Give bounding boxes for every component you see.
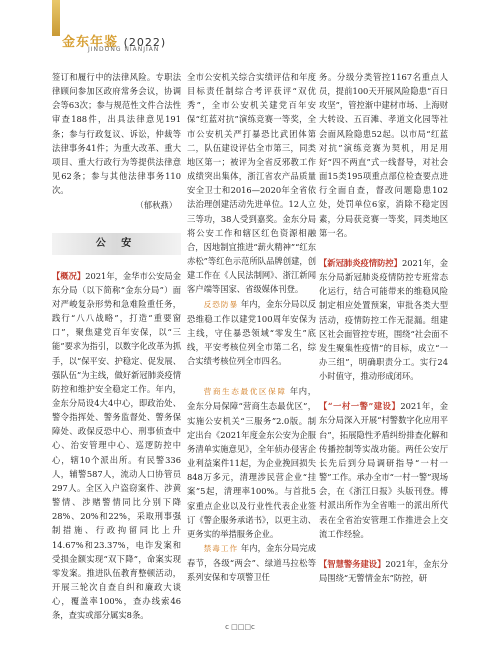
column-1 — [52, 70, 181, 622]
subheading: 禁毒工作 — [203, 544, 239, 553]
yearbook-pinyin: JINDONG NIANJIAN — [88, 46, 160, 53]
subheading: 营商生态最优区保障 — [203, 387, 287, 397]
paragraph-text: 2021年，金东分局新冠肺炎疫情防控专班常态化运行，结合可能带来的维稳风险制定相应处置预案，审批各类大型活动，疫情防控工作无混漏。组建区社会面管控专班，围绕“社会面不发生聚集性疫情”的目标，成立“一办三组”，明确职责分工。实行24小时值守，推动形成闭环。 — [319, 257, 448, 382]
paragraph — [319, 557, 448, 585]
spacer — [319, 240, 448, 256]
page-number: c □□□c — [225, 623, 255, 631]
paragraph-text: 2021年，金华市公安局金东分局（以下简称“金东分局”）面对严峻复杂形势和急难险重任务，践行“八八战略”，打造“重要窗口”，聚焦建党百年安保，以“三能”要求为指引，以数字化改革为抓手，以“保平安、护稳定、促发展、强队伍”为主线，做好新冠肺炎疫情防控和维护安全稳定工作。年内，金东分局设4大4中心，即政治处、警令指挥处、警务监督处、警务保障处、政保反恐中心、刑事侦查中心、治安管理中心、巡逻防控中心，辖10个派出所。有民警336人，辅警587人，流动人口协管员297人。全区入户盗窃案件、涉黄警情、涉赌警情同比分别下降28%、20%和22%，采取刑事强制措施、行政拘留同比上升14.67%和23.37%，电诈发案和受损金额实现“双下降”，命案实现零发案。推进队伍教育整顿活动，开展三轮次自查自纠和廉政大谈心，覆盖率100%，查办线索46条，查实或部分属实8条。 — [52, 270, 181, 621]
paragraph — [52, 269, 181, 623]
brand-suffix: 年鉴 — [90, 35, 119, 50]
yearbook-year: (2022) — [123, 36, 167, 49]
brand-name: 金东 — [62, 35, 91, 50]
paragraph-text: 年内，金东分局保障“营商生态最优区”，实施公安机关“三服务”2.0版。制定出台《2021年度金东公安为企服务清单实施意见》，全年侦办侵害企业利益案件11起，为企业挽回损失848万多元，清理涉民营企业“挂案”5起，清理率100%。与首批5家重点企业以及行业性代表企业签订《警企服务承诺书》，以更主动、更务实的举措服务企业。 — [187, 386, 316, 539]
paragraph — [187, 384, 316, 541]
paragraph: 全市公安机关综合实绩评估和年度目标责任制综合考评获评“双优秀”，全市公安机关建党百年安保“红蓝对抗”演练竞赛一等奖，全市公安机关严打暴恐比武团体第二，队伍建设评估全市第三，同类地区第一；被评为全省反邪教工作成绩突出集体，浙江省农产品质量安全卫士和2016—2020年全省依法治理创建活动先进单位。12人立三等功，38人受到嘉奖。金东分局将公安工作和辖区红色资源相融合，因地制宜推进“薪火精神”“红东赤松”等红色示范所队品牌创建，创建工作在《人民法制网》、浙江新闻客户端等国家、省级媒体刊登。 — [187, 72, 316, 295]
paragraph: 务。分级分类管控1167名重点人员，提前100天开展风险隐患“百日攻坚”，管控渐中建材市场、上海财大转设、五百滩、孝道文化园等社会面风险隐患52起。以市局“红蓝对抗”演练竞赛为契机，用足用好“四不两直”式一线督导，对社会面15类195项重点部位检查要点进行全面自查，督改问题隐患102处，处罚单位6家，消除不稳定因素，分局获竞赛一等奖，同类地区第一名。 — [319, 72, 448, 238]
entry-tag: 【“一村一警”建设】 — [319, 401, 401, 412]
entry-tag: 【智慧警务建设】 — [319, 558, 386, 569]
paragraph — [187, 541, 316, 584]
spacer — [187, 368, 316, 384]
paragraph-text: 2021年，金东分局围绕“无警情金东”防控，研 — [319, 558, 448, 583]
spacer — [319, 541, 448, 557]
header-gold-bar — [52, 0, 60, 36]
subheading: 反恐防暴 — [203, 299, 239, 309]
author-signature: （郁秋燕） — [135, 200, 177, 211]
column-3 — [319, 70, 448, 585]
column-2 — [187, 70, 316, 584]
section-title: 公 安 — [52, 233, 181, 255]
paragraph-text: 年内，金东分局以反恐维稳工作以建党100周年安保为主线，守住暴恐领域“零发生”底线，平安考核位列全市第二名，综合实绩考核位列全市四名。 — [187, 298, 316, 367]
paragraph — [187, 297, 316, 369]
spacer — [319, 383, 448, 399]
paragraph — [319, 399, 448, 541]
paragraph-text: 2021年，金东分局深入开展“村警数字化应用平台”，拓展隐性矛盾纠纷排查化解和传播控制等实战功能。两任公安厅长先后到分局调研指导“一村一警”工作。承办全市“一村一警”现场会，在《浙江日报》头版刊登。傅村派出所作为全省唯一的派出所代表在全省治安管理工作推进会上交流工作经验。 — [319, 401, 448, 539]
paragraph: 签订和履行中的法律风险。专职法律顾问参加区政府常务会议，协调会等63次；参与规范性文件合法性审查188件，出具法律意见191条；参与行政复议、诉讼，仲裁等法律事务41件；为重大改革、重大项目、重大行政行为等提供法律意见62条；参与其他法律事务110次。 — [52, 72, 181, 196]
entry-tag: 【新冠肺炎疫情防控】 — [319, 257, 402, 268]
paragraph — [319, 256, 448, 383]
entry-tag: 【概况】 — [52, 270, 86, 281]
paragraph-text: 年内，金东分局完成春节，各级“两会”、绿道马拉松等系列安保和专项警卫任 — [187, 543, 316, 583]
page-header — [0, 0, 480, 53]
